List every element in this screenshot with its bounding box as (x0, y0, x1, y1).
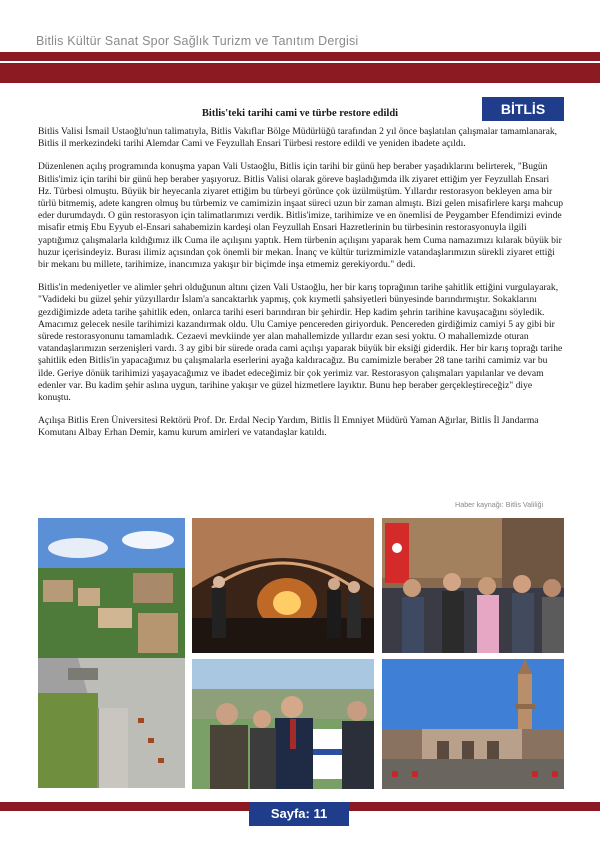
photo-tomb-interior (192, 518, 374, 653)
news-source: Haber kaynağı: Bitlis Valiliği (455, 500, 544, 509)
header-bar-thin (0, 52, 600, 61)
page-number: Sayfa: 11 (249, 802, 349, 826)
paragraph-4: Açılışa Bitlis Eren Üniversitesi Rektörü Prof. Dr. Erdal Necip Yardım, Bitlis İl Emniyet Müdürü Yaman Ağırlar, Bitlis İl Jandarma Komutanı Albay Erhan Demir, kamu kurum amirleri ve vatandaşlar katıldı. (38, 415, 539, 439)
article-body (38, 126, 564, 451)
paragraph-2: Düzenlenen açılış programında konuşma yapan Vali Ustaoğlu, Bitlis için tarihi bir günü hep beraber yaşadıklarını belirterek, "Bugün Bitlis'imiz için tarihi bir günü hep beraber yaşıyoruz. Bitlis Valisi olarak göreve başladığımda ilk ziyaret ettiğim yer Feyzullah Ensari Hz. Türbesi olmuştu. Büyük bir heyecanla ziyaret ettiğim bu türbeyi görünce çok üzülmüştüm. Yıllardır restorasyon bekleyen ama bir türlü bitmemiş, adete kangren olmuş bu türbemiz ve camimizin inşaat süreci uzun bir zaman almıştı. Bizi gelen misafirlere karşı mahcup eder durumdaydı. O gün restorasyon için talimatlarımızı verdik. Bitlis'imize, tarihimize ve en önemlisi de Peygamber Efendimizi evinde misafir etmiş Ebu Eyyub el-Ensari sahabemizin kardeşi olan Feyzullah Ensari Hazretlerinin bu türbesinin restorasyonuyla ilgili yaptığımız çalışmalarla kıldığımız ilk Cuma ile açılışını yaptık. Hem türbenin açılışını yaparak hem Cuma namazımızı kılarak büyük bir huzur içerisindeyiz. Burası ilimiz açısından çok önemli bir mekan. İnanç ve kültür turizmimizle vatandaşlarımızın sürekli ziyaret ettiği bir mekanı bu millete, tarihimize, inancımıza yakışır bir biçimde inşa etmemiz gerekiyordu." dedi. (38, 161, 564, 271)
paragraph-3: Bitlis'in medeniyetler ve alimler şehri olduğunun altını çizen Vali Ustaoğlu, her bir karış toprağının tarihe şahitlik ettiğini vurgulayarak, "Vadideki bu güzel şehir yüzyıllardır İslam'a sancaktarlık yapmış, çok kıymetli şahsiyetleri bünyesinde barındırmıştır. Sokaklarını gezdiğimizde adeta tarihe şahitlik eden, onlarca tarihi eseri barındıran bir şehirdir. Hep kadim şehrin tarihine kavuşacağını söyledik. Amacımız gelecek nesile tarihimizi kazandırmak oldu. Ulu Camiye pencereden giriyorduk. Pencereden girdiğimiz camiyi 5 ay gibi bir sürede restorasyonunu tamamladık. Cezaevi mevkiinde yer alan mahallemizde yıllardır ezan sesi yoktu. O mahallemizde oturan vatandaşlarımızın serzenişleri vardı. 3 ay gibi bir sürede orada cami açılışı yaparak büyük bir eksiği giderdik. Her bir karış toprağı tarihe şahitlik eden Bitlis'in yapacağımız bu çalışmalarla eserlerini ayağa kaldıracağız. Bu camimizle beraber 28 tane tarihi camimiz var bu ilde. Geriye dönük tarihimizi yaşayacağımız ve ibadet edeceğimiz bir çok yerimiz var. Restorasyon çalışmaları yapılanlar ve devam edenler var. Bu kadim şehir aslına uygun, tarihine yakışır ve güzel hizmetlere layıktır. Bunu hep beraber gerçekleştireceğiz" diye konuştu. (38, 282, 563, 404)
photo-officials-greeting (192, 659, 374, 789)
paragraph-1: Bitlis Valisi İsmail Ustaoğlu'nun talimatıyla, Bitlis Vakıflar Bölge Müdürlüğü tarafından 2 yıl önce başlatılan çalışmalar tamamlanarak, Bitlis il merkezindeki tarihi Alemdar Cami ve Feyzullah Ensari Türbesi restore edildi ve yeniden ibadete açıldı. (38, 126, 558, 150)
magazine-title: Bitlis Kültür Sanat Spor Sağlık Turizm ve Tanıtım Dergisi (36, 34, 359, 48)
photo-mosque-minaret (382, 659, 564, 789)
header-bar-thick (0, 63, 600, 83)
photo-town-stairs (38, 518, 185, 788)
photo-crowd-flag (382, 518, 564, 653)
city-badge: BİTLİS (482, 97, 564, 121)
article-title: Bitlis'teki tarihi cami ve türbe restore edildi (201, 108, 399, 119)
